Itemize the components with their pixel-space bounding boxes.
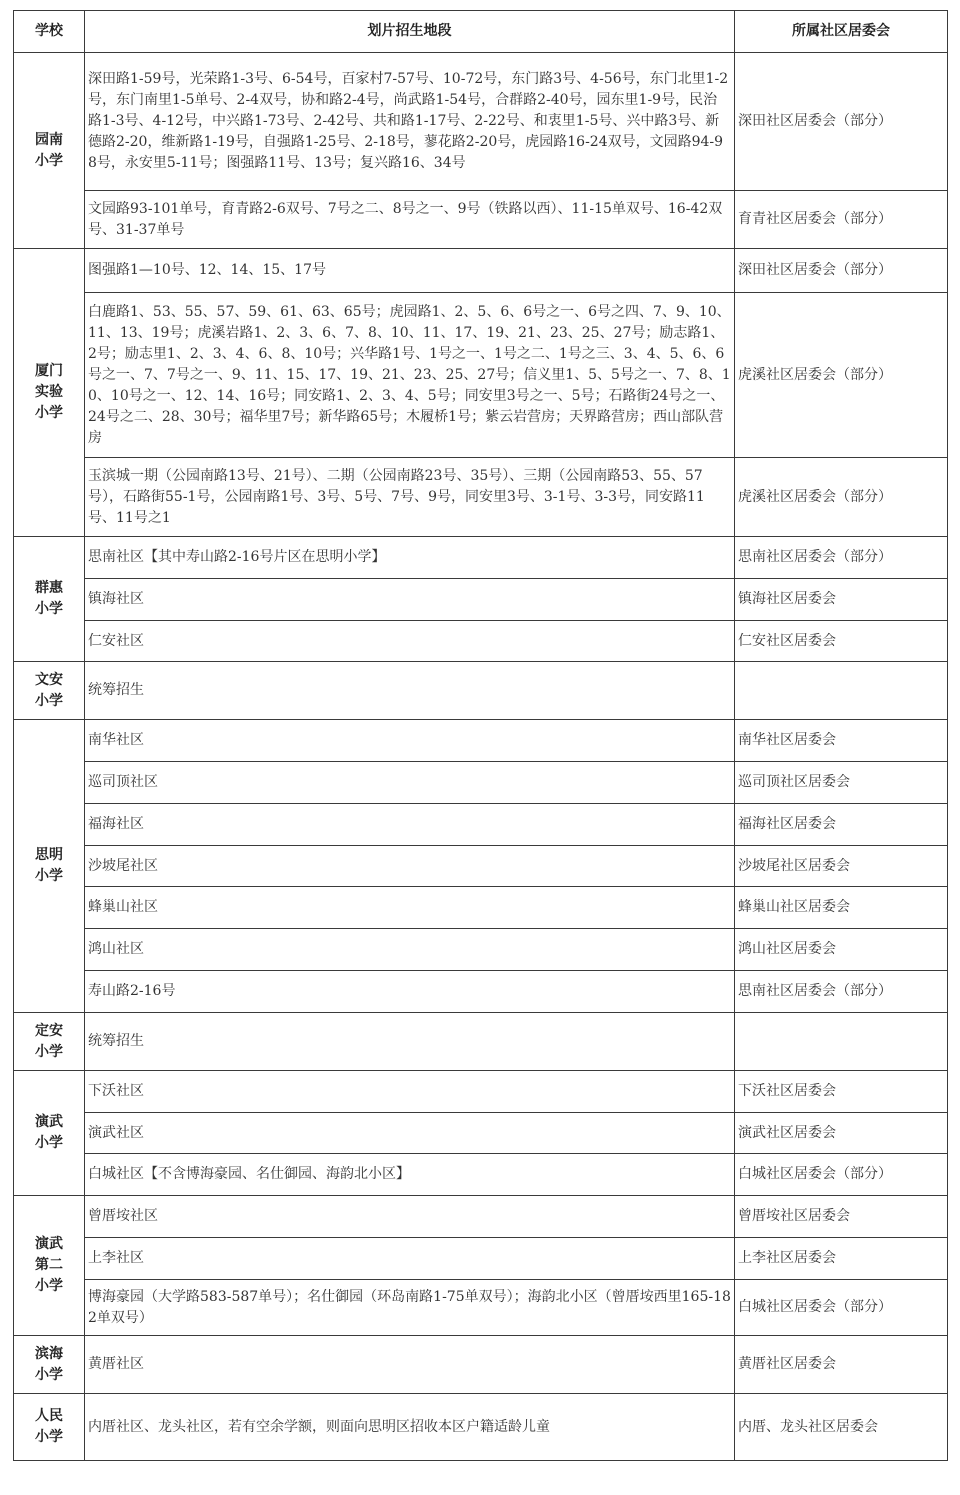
school-name-line: 小学	[35, 868, 63, 884]
table-row	[14, 191, 948, 249]
community-committee: 沙坡尾社区居委会	[735, 846, 948, 887]
table-row	[14, 929, 948, 971]
community-committee: 白城社区居委会（部分）	[735, 1154, 948, 1196]
community-committee: 上李社区居委会	[735, 1238, 948, 1280]
table-row	[14, 1196, 948, 1238]
zone-area: 下沃社区	[85, 1071, 735, 1113]
table-row	[14, 458, 948, 537]
zone-area: 图强路1—10号、12、14、15、17号	[85, 249, 735, 293]
school-name	[14, 53, 85, 249]
school-name-line: 小学	[35, 1366, 63, 1383]
zone-area: 鸿山社区	[85, 929, 735, 971]
school-name-line: 园南	[35, 131, 63, 148]
table-row	[14, 1280, 948, 1336]
zone-area: 文园路93-101单号，育青路2-6双号、7号之二、8号之一、9号（铁路以西）、11-15单双号、16-42双号、31-37单号	[85, 191, 735, 249]
school-name-line: 演武	[35, 1236, 63, 1252]
school-name-line: 小学	[35, 1429, 63, 1445]
community-committee: 思南社区居委会（部分）	[735, 537, 948, 579]
community-committee	[735, 1013, 948, 1071]
table-row	[14, 1238, 948, 1280]
table-row	[14, 1013, 948, 1071]
community-committee: 虎溪社区居委会（部分）	[735, 293, 948, 458]
school-name-line: 厦门	[35, 363, 63, 379]
zone-area: 南华社区	[85, 720, 735, 762]
table-row	[14, 762, 948, 804]
table-row	[14, 1154, 948, 1196]
school-name-line: 实验	[35, 384, 63, 400]
school-name	[14, 1071, 85, 1196]
table-row	[14, 1394, 948, 1461]
zone-area: 沙坡尾社区	[85, 846, 735, 887]
table-row	[14, 846, 948, 887]
header-committee: 所属社区居委会	[735, 11, 948, 53]
table-row	[14, 887, 948, 929]
school-zoning-table	[13, 10, 948, 1461]
zone-area: 上李社区	[85, 1238, 735, 1280]
zone-area: 白鹿路1、53、55、57、59、61、63、65号；虎园路1、2、5、6、6号之一、6号之四、7、9、10、11、13、19号；虎溪岩路1、2、3、6、7、8、10、11、17、19、21、23、25、27号；励志路1、2号；励志里1、2、3、4、6、8、10号；兴华路1号、1号之一、1号之二、1号之三、3、4、5、6、6号之一、7、7号之一、9、11、15、17、19、21、23、25、27号；信义里1、5、5号之一、7、8、10、10号之一、12、14、16号；同安路1、2、3、4、5号；同安里3号之一、5号；石路街24号之一、24号之二、28、30号；福华里7号；新华路65号；木履桥1号；紫云岩营房；天界路营房；西山部队营房	[85, 293, 735, 458]
table-row	[14, 621, 948, 662]
table-row	[14, 1071, 948, 1113]
zone-area: 巡司顶社区	[85, 762, 735, 804]
table-row	[14, 720, 948, 762]
community-committee: 虎溪社区居委会（部分）	[735, 458, 948, 537]
school-name	[14, 1196, 85, 1336]
community-committee: 巡司顶社区居委会	[735, 762, 948, 804]
school-name-line: 小学	[35, 601, 63, 617]
zone-area: 玉滨城一期（公园南路13号、21号）、二期（公园南路23号、35号）、三期（公园南路53、55、57号），石路街55-1号，公园南路1号、3号、5号、7号、9号，同安里3号、3-1号、3-3号，同安路11号、11号之1	[85, 458, 735, 537]
community-committee: 深田社区居委会（部分）	[735, 53, 948, 191]
header-row	[14, 11, 948, 53]
school-name-line: 小学	[35, 152, 63, 169]
school-name	[14, 1336, 85, 1394]
school-name-line: 小学	[35, 1278, 63, 1294]
community-committee: 思南社区居委会（部分）	[735, 971, 948, 1013]
header-area: 划片招生地段	[85, 11, 735, 53]
community-committee: 南华社区居委会	[735, 720, 948, 762]
zone-area: 黄厝社区	[85, 1336, 735, 1394]
zone-area: 深田路1-59号，光荣路1-3号、6-54号，百家村7-57号、10-72号，东门路3号、4-56号，东门北里1-2号，东门南里1-5单号、2-4双号，协和路2-4号，尚武路1-54号，合群路2-40号，园东里1-9号，民治路1-3号、4-12号，中兴路1-73号、2-42号、共和路1-17号、2-22号、和衷里1-5号、兴中路3号、新德路2-20，维新路1-19号，自强路1-25号、2-18号，蓼花路2-20号，虎园路16-24双号，文园路94-98号，永安里5-11号；图强路11号、13号；复兴路16、34号	[85, 53, 735, 191]
school-name	[14, 1013, 85, 1071]
zone-area: 曾厝垵社区	[85, 1196, 735, 1238]
school-name-line: 第二	[35, 1257, 63, 1273]
community-committee: 下沃社区居委会	[735, 1071, 948, 1113]
zone-area: 寿山路2-16号	[85, 971, 735, 1013]
community-committee: 曾厝垵社区居委会	[735, 1196, 948, 1238]
header-school: 学校	[14, 11, 85, 53]
community-committee: 蜂巢山社区居委会	[735, 887, 948, 929]
zone-area: 演武社区	[85, 1113, 735, 1154]
school-name-line: 小学	[35, 1043, 63, 1060]
table-row	[14, 293, 948, 458]
community-committee: 演武社区居委会	[735, 1113, 948, 1154]
community-committee: 镇海社区居委会	[735, 579, 948, 621]
school-name-line: 演武	[35, 1114, 63, 1130]
school-name	[14, 249, 85, 537]
community-committee: 内厝、龙头社区居委会	[735, 1394, 948, 1461]
school-name-line: 小学	[35, 692, 63, 709]
community-committee: 黄厝社区居委会	[735, 1336, 948, 1394]
community-committee: 鸿山社区居委会	[735, 929, 948, 971]
table-body	[14, 53, 948, 1461]
school-name-line: 人民	[35, 1408, 63, 1424]
zone-area: 统筹招生	[85, 1013, 735, 1071]
zone-area: 仁安社区	[85, 621, 735, 662]
zone-area: 福海社区	[85, 804, 735, 846]
school-name-line: 小学	[35, 1135, 63, 1151]
zone-area: 镇海社区	[85, 579, 735, 621]
table-row	[14, 249, 948, 293]
school-name-line: 小学	[35, 405, 63, 421]
table-row	[14, 971, 948, 1013]
school-name	[14, 537, 85, 662]
community-committee: 仁安社区居委会	[735, 621, 948, 662]
zone-area: 内厝社区、龙头社区，若有空余学额，则面向思明区招收本区户籍适龄儿童	[85, 1394, 735, 1461]
school-name	[14, 1394, 85, 1461]
zone-area: 蜂巢山社区	[85, 887, 735, 929]
table-row	[14, 579, 948, 621]
community-committee: 育青社区居委会（部分）	[735, 191, 948, 249]
table-row	[14, 1336, 948, 1394]
school-name-line: 滨海	[35, 1345, 63, 1362]
community-committee: 深田社区居委会（部分）	[735, 249, 948, 293]
zone-area: 博海豪园（大学路583-587单号）；名仕御园（环岛南路1-75单双号）；海韵北小区（曾厝垵西里165-182单双号）	[85, 1280, 735, 1336]
table-row	[14, 1113, 948, 1154]
school-name-line: 群惠	[35, 580, 63, 596]
zone-area: 思南社区【其中寿山路2-16号片区在思明小学】	[85, 537, 735, 579]
zone-area: 白城社区【不含博海豪园、名仕御园、海韵北小区】	[85, 1154, 735, 1196]
community-committee: 福海社区居委会	[735, 804, 948, 846]
school-name-line: 思明	[35, 847, 63, 863]
table-row	[14, 53, 948, 191]
table-row	[14, 804, 948, 846]
community-committee: 白城社区居委会（部分）	[735, 1280, 948, 1336]
table-row	[14, 662, 948, 720]
school-name-line: 定安	[35, 1022, 63, 1039]
zone-area: 统筹招生	[85, 662, 735, 720]
community-committee	[735, 662, 948, 720]
table-row	[14, 537, 948, 579]
school-name	[14, 720, 85, 1013]
school-name	[14, 662, 85, 720]
school-name-line: 文安	[35, 671, 63, 688]
